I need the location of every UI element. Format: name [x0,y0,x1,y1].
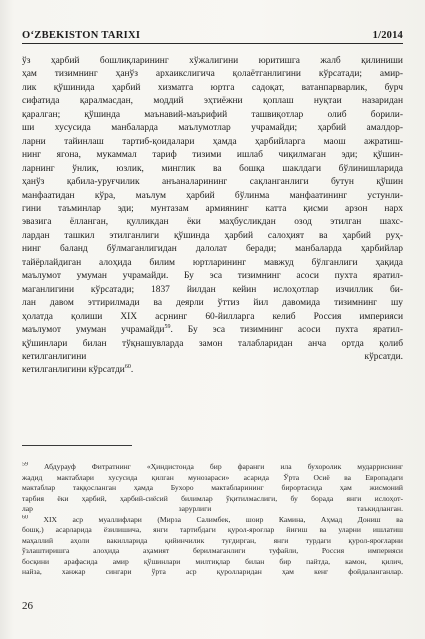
footnote-line: жадид мактаблари хусусида қилган мунозараси» асарида Ўрта Осиё ва Европадаги [22,472,403,482]
text-line: маълумот умуман учрамайди. Бу эса тизимнинг асоси пухта яратил- [22,271,403,282]
text-line: кетилганлигини кўрсатди$^{60}$. [22,364,134,376]
footnote-line: мактаблар таққосланган ҳамда Бухоро мактабларининг бирортасида ҳам жисмоний [22,483,403,492]
text-line: гини таъминлар эди; мунтазам армиянинг катта қисми арзон нарх [22,203,403,214]
text-line: лан давом эттирилмади ва деярли ўттиз йил давомида тизимнинг шу [22,298,403,309]
text-line: манфаатидан кўра, маълум ҳарбий бўлинма манфаатининг устунли- [22,190,403,201]
text-line: ҳолатда қолиши XIX асрнинг 60-йилларга келиб Россия империяси [22,311,403,322]
main-text [22,55,403,378]
text-line: ҳам тизимнинг ҳанўз архаикслигича қолаётганлигини кўрсатади; амир- [22,69,403,80]
footnote-line: маҳаллий аҳоли вакилларида қийинчилик туғдирган, янги турдаги қурол-яроғларни [22,535,403,545]
footnote-59 [22,462,403,515]
text-line: тайёрлайдиган алоҳида билим юртларининг мавжуд бўлганлиги ҳақида [22,257,403,268]
footnote-ref: 60 [124,364,131,371]
footnote-separator [22,445,132,446]
footnote-line: лар зарурлиги таъкидланган. [22,504,403,513]
footnote-line: $^{59}$ Абдурауф Фитратнинг «Ҳиндистонда бир фаранги ила бухоролик мударриснинг [22,462,403,471]
footnote-ref: 59 [164,324,171,330]
text-line: маълумот умуман учрамайди$^{59}$. Бу эса тизимнинг асоси пухта яратил- [22,324,403,336]
text-line: кетилганлигини кўрсатди. [22,351,403,362]
footnote-line: найза, ханжар сингари ўрта аср қуролларидан ҳам кенг фойдаланганлар. [22,567,403,576]
page-number: 26 [22,600,33,612]
text-line: ҳанўз қабила-уруғчилик анъаналарининг сақланганлиги бутун қўшин [22,177,403,188]
footnote-60 [22,515,403,578]
text-line: сифатида қаралмасдан, моддий эҳтиёжни қоплаш нуқтаи назаридан [22,96,403,107]
text-line: нинг бaланд бўлмаганлигидан далолат беради; манбаларда ҳарбийлар [22,244,403,255]
issue-number: 1/2014 [372,30,403,41]
footnotes [22,462,403,578]
footnote-line: бошқ.) асарларида ёзилишича, янги тартибдаги қурол-яроғлар йиғиш ва уларни ишлатиш [22,525,403,534]
footnote-line: тарбия ёки ҳарбий, ҳарбий-сиёсий билимлар ўқитилмаслиги, бу борада янги ислоҳот- [22,493,403,503]
footnote-line: босқини арафасида амир қўшинлари милтиқлар билан бир пайтда, камон, қилич, [22,556,403,566]
text-line: нинг ягона, мукаммал тариф тизими ишлаб чиқилмаган эди; қўшин- [22,150,403,161]
footnote-line: ўзлаштиришга алоҳида аҳамият берилмаганлиги туфайли, Россия империяси [22,546,403,555]
text-line: қўшинлари билан тўқнашувларда замон талабларидан анча ортда қолиб [22,338,403,349]
journal-title: O‘ZBEKISTON TARIXI [22,30,141,41]
text-line: ларнинг ўнлик, юзлик, минглик ва бошқа шаклдаги бўлинишларида [22,163,403,174]
text-line: ши хусусида манбаларда маълумотлар учрамайди; ҳарбий амалдор- [22,123,403,134]
text-line: маганлигини кўрсатади; 1837 йилдан кейин ислоҳотлар изчиллик би- [22,284,403,295]
text-line: қаралган; қўшинда маънавий-маърифий ташвиқотлар олиб борили- [22,109,403,120]
footnote-line: $^{60}$ XIX аср муаллифлари (Мирза Салимбек, шоир Камина, Аҳмад Дониш ва [22,514,403,524]
text-line: ларни тайинлаш тартиб-қоидалари ҳамда ҳарбийларга маош ажратиш- [22,136,403,147]
running-header [22,30,403,44]
text-line: лик қўшинида ҳарбий хизматга юртга садоқат, ватанпарварлик, бурч [22,82,403,93]
text-line: ўз ҳарбий бошлиқларининг хўжалигини юритишга жалб қилиниши [22,56,403,66]
paragraph [22,55,403,378]
text-line: лардан ташкил этилганлиги қўшинда ҳарбий салоҳият ва ҳарбий руҳ- [22,230,403,241]
text-line: эвазига ёлланган, қулликдан ёки маҳбусликдан озод этилган шахс- [22,217,403,228]
